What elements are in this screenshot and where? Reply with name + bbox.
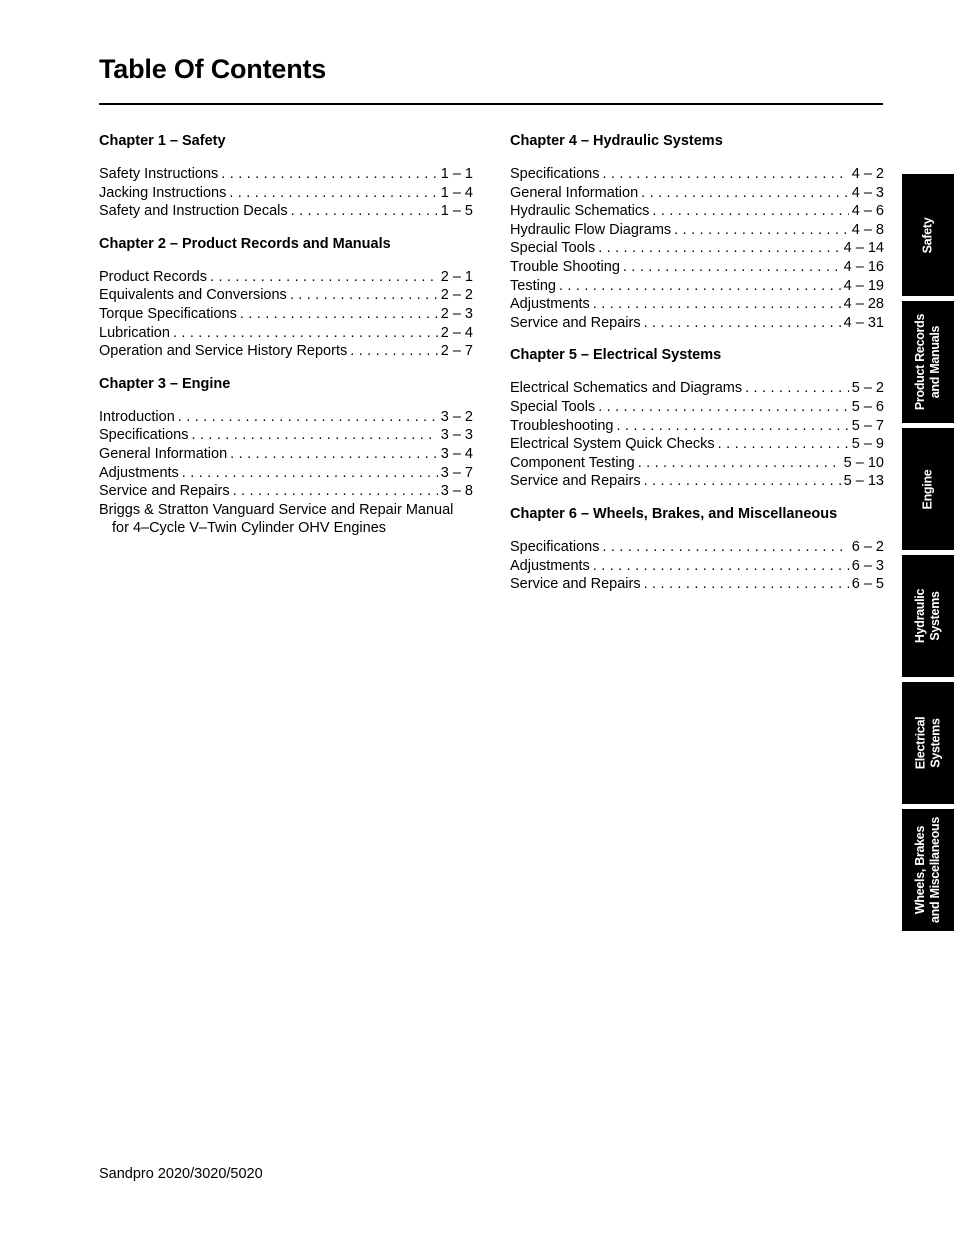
entry-list <box>510 165 884 332</box>
dot-leader <box>240 305 438 324</box>
toc-entry[interactable] <box>99 324 473 343</box>
toc-entry[interactable] <box>510 165 884 184</box>
toc-entry[interactable] <box>99 482 473 501</box>
dot-leader <box>674 221 849 240</box>
entry-name: Special Tools <box>510 398 596 415</box>
toc-left-column <box>99 131 473 551</box>
toc-entry[interactable] <box>510 184 884 203</box>
dot-leader <box>598 239 840 258</box>
chapter-tab-label: Safety <box>920 217 935 253</box>
toc-entry[interactable] <box>510 295 884 314</box>
entry-page: 6 – 3 <box>851 557 884 574</box>
entry-name: Component Testing <box>510 454 635 471</box>
toc-entry[interactable] <box>510 417 884 436</box>
toc-entry[interactable] <box>510 454 884 473</box>
chapter-heading: Chapter 6 – Wheels, Brakes, and Miscellaneous <box>510 505 838 522</box>
chapter-heading: Chapter 4 – Hydraulic Systems <box>510 133 723 149</box>
entry-name: Service and Repairs <box>99 483 230 500</box>
entry-page: 5 – 10 <box>843 454 884 471</box>
dot-leader <box>173 324 438 343</box>
entry-page: 4 – 3 <box>851 184 884 201</box>
entry-name: Electrical Schematics and Diagrams <box>510 380 743 397</box>
toc-entry[interactable] <box>510 277 884 296</box>
chapter-heading: Chapter 2 – Product Records and Manuals <box>99 235 391 252</box>
toc-entry[interactable] <box>99 305 473 324</box>
entry-name: General Information <box>510 184 639 201</box>
dot-leader <box>644 575 849 594</box>
toc-entry[interactable] <box>510 557 884 576</box>
chapter-tab-label: Electrical Systems <box>913 716 942 770</box>
dot-leader <box>623 258 841 277</box>
entry-page: 5 – 6 <box>851 398 884 415</box>
entry-name: Operation and Service History Reports <box>99 343 348 360</box>
entry-page: 3 – 8 <box>440 483 473 500</box>
entry-name: General Information <box>99 445 228 462</box>
entry-page: 3 – 3 <box>440 427 473 444</box>
entry-name: Adjustments <box>99 464 179 481</box>
dot-leader <box>233 482 438 501</box>
chapter-heading: Chapter 3 – Engine <box>99 375 231 392</box>
entry-name: Safety Instructions <box>99 166 219 182</box>
toc-entry[interactable] <box>510 258 884 277</box>
entry-page: 5 – 2 <box>851 380 884 397</box>
chapter-tab[interactable] <box>902 301 954 423</box>
entry-name: Equivalents and Conversions <box>99 287 287 304</box>
note-line: Briggs & Stratton Vanguard Service and Repair Manual <box>99 501 454 518</box>
entry-name: Service and Repairs <box>510 473 641 490</box>
dot-leader <box>652 202 848 221</box>
chapter-tab-label: Engine <box>920 469 935 509</box>
dot-leader <box>602 165 848 184</box>
chapter-block <box>510 131 884 332</box>
toc-entry[interactable] <box>99 445 473 464</box>
entry-name: Adjustments <box>510 296 590 313</box>
entry-page: 5 – 7 <box>851 417 884 434</box>
entry-list <box>510 379 884 491</box>
entry-page: 5 – 13 <box>843 473 884 490</box>
entry-page: 4 – 6 <box>851 203 884 220</box>
entry-name: Safety and Instruction Decals <box>99 203 288 220</box>
entry-list <box>99 268 473 361</box>
entry-page: 3 – 2 <box>440 408 473 425</box>
page-footer: Sandpro 2020/3020/5020 <box>99 1166 263 1182</box>
toc-entry[interactable] <box>510 435 884 454</box>
entry-name: Adjustments <box>510 557 590 574</box>
chapter-block <box>510 345 884 491</box>
dot-leader <box>644 472 841 491</box>
toc-right-column <box>510 131 884 607</box>
dot-leader <box>191 426 437 445</box>
entry-name: Hydraulic Flow Diagrams <box>510 221 672 238</box>
dot-leader <box>291 202 438 221</box>
entry-page: 2 – 4 <box>440 324 473 341</box>
entry-page: 4 – 14 <box>843 240 884 257</box>
dot-leader <box>593 295 841 314</box>
toc-entry[interactable] <box>99 426 473 445</box>
entry-page: 5 – 9 <box>851 436 884 453</box>
chapter-block <box>99 234 473 361</box>
chapter-tab-label: Wheels, Brakes and Miscellaneous <box>913 816 943 924</box>
chapter-tab[interactable] <box>902 809 954 931</box>
entry-list <box>99 165 473 221</box>
toc-entry[interactable] <box>510 398 884 417</box>
toc-entry[interactable] <box>510 379 884 398</box>
dot-leader <box>616 417 848 436</box>
chapter-block <box>510 504 884 594</box>
entry-name: Electrical System Quick Checks <box>510 436 715 453</box>
chapter-tab[interactable] <box>902 174 954 296</box>
dot-leader <box>644 314 841 333</box>
toc-note-entry[interactable] <box>99 501 473 538</box>
dot-leader <box>745 379 849 398</box>
dot-leader <box>602 538 848 557</box>
chapter-tab[interactable] <box>902 555 954 677</box>
entry-name: Introduction <box>99 408 175 425</box>
dot-leader <box>641 184 849 203</box>
entry-name: Specifications <box>510 166 600 182</box>
dot-leader <box>559 277 841 296</box>
dot-leader <box>230 445 438 464</box>
chapter-tab[interactable] <box>902 682 954 804</box>
entry-name: Service and Repairs <box>510 576 641 593</box>
dot-leader <box>290 286 438 305</box>
toc-entry[interactable] <box>99 408 473 427</box>
entry-name: Hydraulic Schematics <box>510 203 650 220</box>
entry-name: Troubleshooting <box>510 417 614 434</box>
title-rule <box>99 103 883 105</box>
entry-name: Product Records <box>99 268 207 285</box>
toc-entry[interactable] <box>510 239 884 258</box>
toc-entry[interactable] <box>510 575 884 594</box>
entry-page: 6 – 2 <box>851 538 884 555</box>
toc-entry[interactable] <box>510 538 884 557</box>
entry-name: Torque Specifications <box>99 305 237 322</box>
toc-entry[interactable] <box>99 342 473 361</box>
chapter-block <box>99 374 473 538</box>
entry-page: 1 – 1 <box>440 166 473 182</box>
entry-page: 4 – 2 <box>851 166 884 182</box>
chapter-tab-label: Product Records and Manuals <box>913 313 942 411</box>
entry-name: Trouble Shooting <box>510 258 620 275</box>
dot-leader <box>221 165 437 184</box>
entry-page: 2 – 2 <box>440 287 473 304</box>
entry-page: 3 – 4 <box>440 445 473 462</box>
chapter-tab[interactable] <box>902 428 954 550</box>
entry-list <box>99 408 473 538</box>
entry-name: Service and Repairs <box>510 314 641 331</box>
entry-page: 2 – 1 <box>440 268 473 285</box>
entry-name: Testing <box>510 277 556 294</box>
entry-name: Specifications <box>510 538 600 555</box>
toc-entry[interactable] <box>510 314 884 333</box>
entry-page: 4 – 28 <box>843 296 884 313</box>
toc-entry[interactable] <box>510 472 884 491</box>
toc-entry[interactable] <box>99 202 473 221</box>
entry-page: 2 – 3 <box>440 305 473 322</box>
toc-entry[interactable] <box>510 221 884 240</box>
dot-leader <box>182 464 438 483</box>
dot-leader <box>210 268 438 287</box>
entry-page: 4 – 8 <box>851 221 884 238</box>
entry-list <box>510 538 884 594</box>
entry-page: 2 – 7 <box>440 343 473 360</box>
entry-page: 3 – 7 <box>440 464 473 481</box>
toc-entry[interactable] <box>99 286 473 305</box>
dot-leader <box>350 342 438 361</box>
entry-name: Special Tools <box>510 240 596 257</box>
chapter-heading: Chapter 5 – Electrical Systems <box>510 347 722 364</box>
toc-entry[interactable] <box>99 184 473 203</box>
entry-name: Specifications <box>99 427 189 444</box>
dot-leader <box>638 454 841 473</box>
entry-page: 4 – 16 <box>843 258 884 275</box>
entry-name: Jacking Instructions <box>99 184 227 201</box>
dot-leader <box>593 557 849 576</box>
toc-entry[interactable] <box>510 202 884 221</box>
dot-leader <box>598 398 849 417</box>
page-title: Table Of Contents <box>99 54 327 84</box>
entry-page: 6 – 5 <box>851 576 884 593</box>
entry-page: 1 – 5 <box>440 203 473 220</box>
chapter-heading: Chapter 1 – Safety <box>99 133 226 149</box>
dot-leader <box>718 435 849 454</box>
entry-page: 4 – 31 <box>843 314 884 331</box>
toc-entry[interactable] <box>99 268 473 287</box>
toc-entry[interactable] <box>99 464 473 483</box>
entry-name: Lubrication <box>99 324 170 341</box>
entry-page: 4 – 19 <box>843 277 884 294</box>
chapter-tab-label: Hydraulic Systems <box>913 588 943 644</box>
chapter-block <box>99 131 473 221</box>
entry-page: 1 – 4 <box>440 184 473 201</box>
toc-entry[interactable] <box>99 165 473 184</box>
note-line: for 4–Cycle V–Twin Cylinder OHV Engines <box>112 520 387 537</box>
dot-leader <box>178 408 438 427</box>
dot-leader <box>229 184 437 203</box>
